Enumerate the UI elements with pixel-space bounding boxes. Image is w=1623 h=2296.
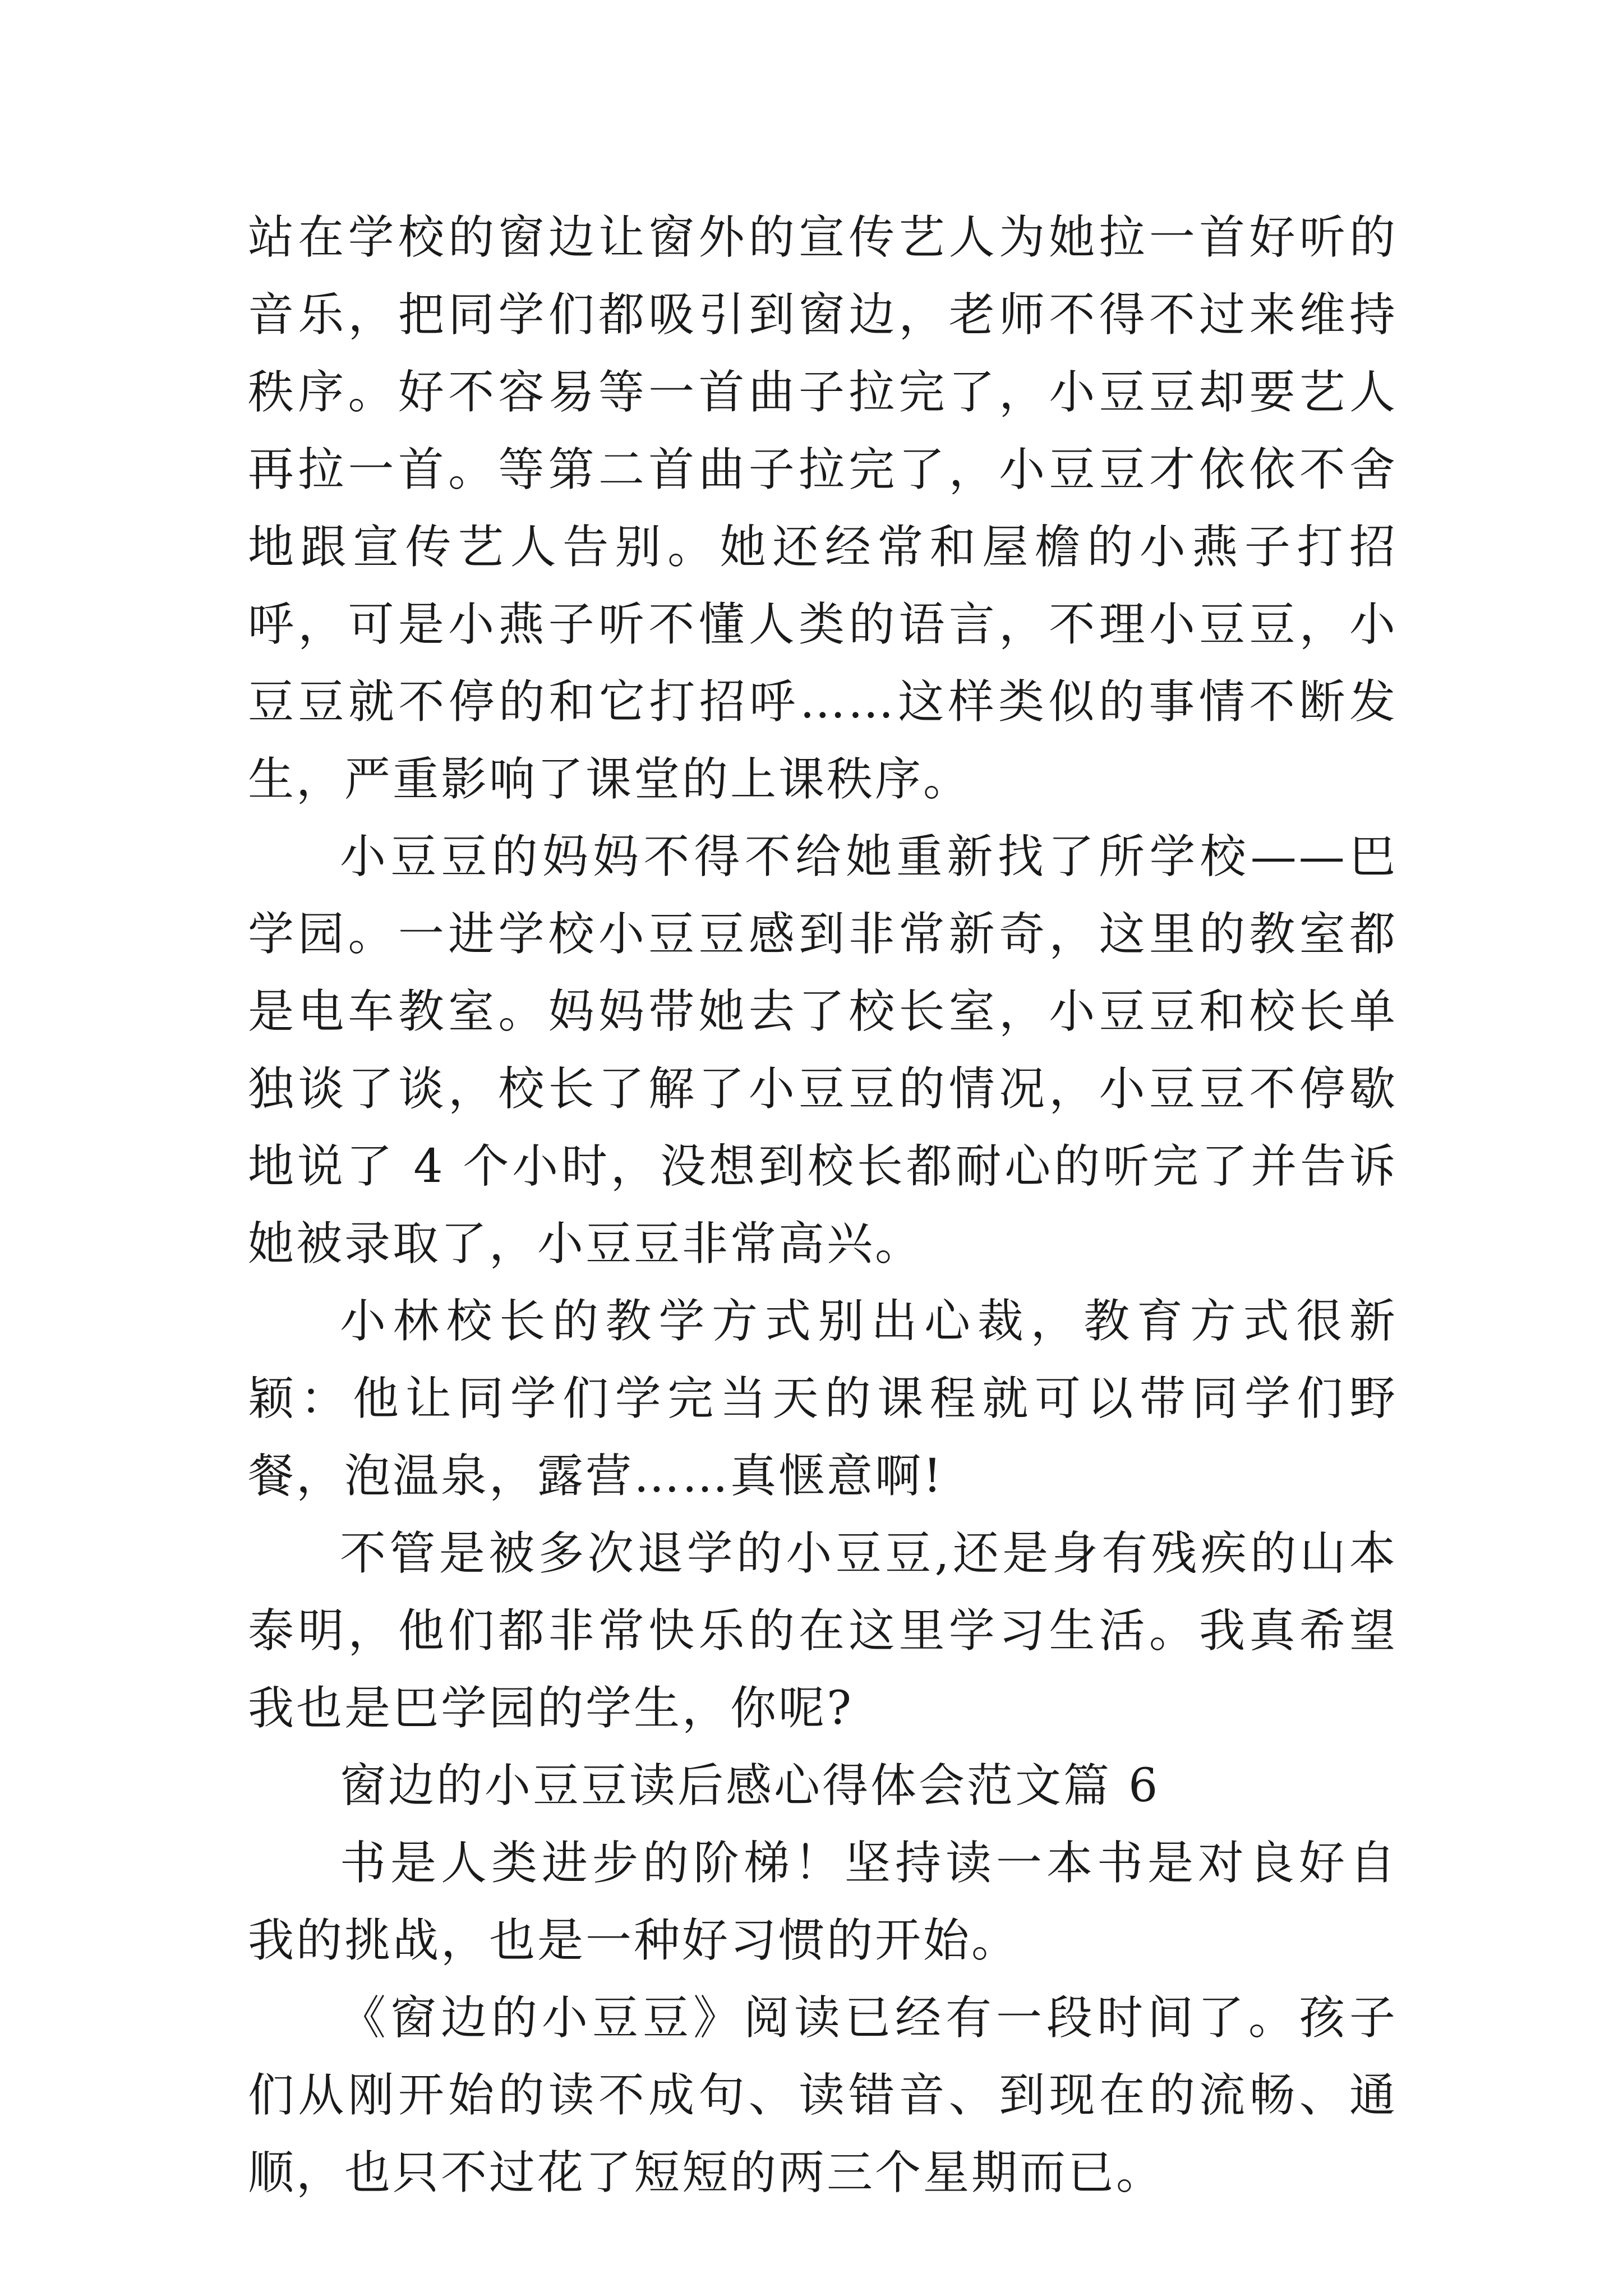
paragraph-3: 小林校长的教学方式别出心裁，教育方式很新颖：他让同学们学完当天的课程就可以带同学们野餐，泡温泉，露营……真惬意啊! (248, 1295, 1398, 1503)
paragraph-2: 小豆豆的妈妈不得不给她重新找了所学校——巴学园。一进学校小豆豆感到非常新奇，这里的教室都是电车教室。妈妈带她去了校长室，小豆豆和校长单独谈了谈，校长了解了小豆豆的情况，小豆豆不停歇地说了 4 个小时，没想到校长都耐心的听完了并告诉她被录取了，小豆豆非常高兴。 (248, 830, 1398, 1271)
paragraph-1: 站在学校的窗边让窗外的宣传艺人为她拉一首好听的音乐，把同学们都吸引到窗边，老师不得不过来维持秩序。好不容易等一首曲子拉完了，小豆豆却要艺人再拉一首。等第二首曲子拉完了，小豆豆才依依不舍地跟宣传艺人告别。她还经常和屋檐的小燕子打招呼，可是小燕子听不懂人类的语言，不理小豆豆，小豆豆就不停的和它打招呼……这样类似的事情不断发生，严重影响了课堂的上课秩序。 (248, 211, 1398, 806)
paragraph-6: 《窗边的小豆豆》阅读已经有一段时间了。孩子们从刚开始的读不成句、读错音、到现在的流畅、通顺，也只不过花了短短的两三个星期而已。 (248, 1991, 1398, 2200)
paragraph-5: 书是人类进步的阶梯！坚持读一本书是对良好自我的挑战，也是一种好习惯的开始。 (248, 1837, 1398, 1967)
section-heading: 窗边的小豆豆读后感心得体会范文篇 6 (340, 1759, 1160, 1812)
document-body (248, 199, 1398, 2212)
paragraph-4: 不管是被多次退学的小豆豆,还是身有残疾的山本泰明，他们都非常快乐的在这里学习生活。我真希望我也是巴学园的学生，你呢? (248, 1527, 1398, 1735)
